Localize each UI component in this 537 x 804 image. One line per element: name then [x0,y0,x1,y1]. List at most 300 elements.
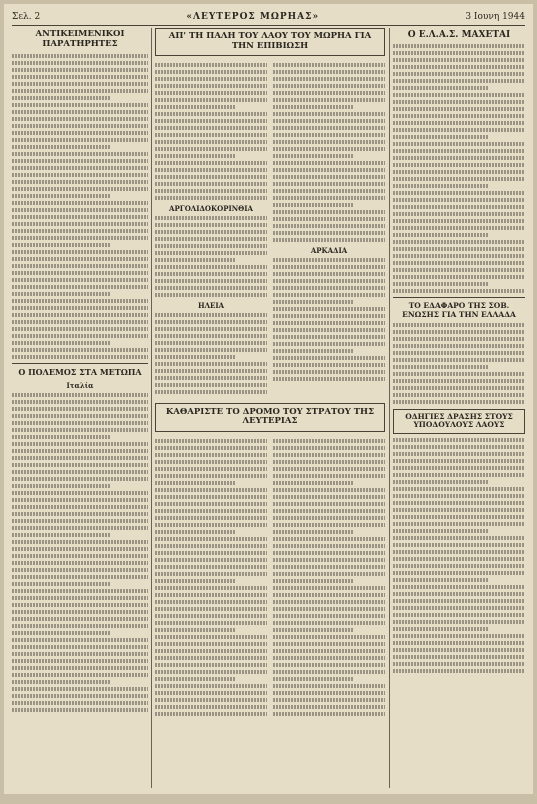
text-line [393,58,525,62]
text-line [155,91,267,95]
text-line [12,208,148,212]
text-line [155,168,267,172]
text-line [273,488,385,492]
text-line [273,656,385,660]
text-line [155,286,267,290]
text-line [155,119,267,123]
text-line [273,272,385,276]
text-line [12,250,148,254]
text-line [393,522,525,526]
text-line [393,445,525,449]
text-line [393,107,525,111]
text-line [273,377,385,381]
column-rule [389,28,390,788]
text-line [273,495,385,499]
text-line [12,271,148,275]
text-line [12,131,148,135]
text-line [273,621,385,625]
text-line [393,149,525,153]
text-line [273,286,385,290]
text-line [393,358,525,362]
text-line [12,540,148,544]
center-column [155,28,385,719]
text-line [273,363,385,367]
text-line [393,289,525,293]
text-line [393,662,525,666]
text-line [155,551,267,555]
subhead-argolidokorinthia: ΑΡΓΟΛΙΔΟΚΟΡΙΝΘΙΑ [169,203,253,213]
text-line [12,463,148,467]
text-line [393,247,525,251]
text-line [273,175,385,179]
text-line [155,663,267,667]
text-line [155,558,267,562]
text-line [12,355,148,359]
text-line [12,505,148,509]
text-line [12,575,148,579]
text-line [12,477,148,481]
text-line [12,456,148,460]
text-line [393,44,525,48]
text-line [273,446,385,450]
article-body-observers [12,54,148,359]
text-line [155,495,267,499]
text-line [393,51,525,55]
right-column [393,28,525,676]
text-line [273,300,354,304]
text-line [12,694,148,698]
text-line [393,205,525,209]
text-line [155,293,267,297]
text-line [155,196,267,200]
text-line [273,691,385,695]
article-body-part [273,258,385,381]
article-body-part [155,439,267,716]
text-line [393,156,525,160]
text-line [393,536,525,540]
text-line [273,572,385,576]
text-line [155,244,267,248]
text-line [393,550,525,554]
text-line [393,585,525,589]
article-title-action-instructions: ΟΔΗΓΙΕΣ ΔΡΑΣΗΣ ΣΤΟΥΣ ΥΠΟΔΟΥΛΟΥΣ ΛΑΟΥΣ [393,409,525,434]
text-line [155,383,267,387]
text-line [155,614,267,618]
text-line [273,161,385,165]
text-line [393,613,525,617]
text-line [12,264,148,268]
text-line [393,163,525,167]
text-line [155,154,236,158]
text-line [12,306,148,310]
text-line [393,529,488,533]
text-line [155,691,267,695]
text-line [393,72,525,76]
text-line [12,75,148,79]
text-line [12,652,148,656]
text-line [12,243,110,247]
subhead-arkadia: ΑΡΚΑΔΙΑ [310,245,348,255]
text-line [393,494,525,498]
text-line [12,348,148,352]
text-line [273,349,354,353]
text-line [155,355,236,359]
text-line [12,701,148,705]
text-line [155,279,267,283]
text-line [273,565,385,569]
text-line [12,526,148,530]
text-line [12,187,148,191]
text-line [393,571,525,575]
text-line [393,508,525,512]
text-line [12,82,148,86]
text-line [393,177,525,181]
text-line [155,586,267,590]
text-line [273,558,385,562]
text-line [12,257,148,261]
text-line [155,656,267,660]
text-line [12,285,148,289]
text-line [12,110,148,114]
text-line [155,698,267,702]
text-line [12,299,148,303]
text-line [12,680,110,684]
text-line [273,370,385,374]
text-line [393,627,488,631]
text-line [393,372,525,376]
text-line [393,386,525,390]
text-line [12,145,110,149]
text-line [273,105,354,109]
text-line [155,140,267,144]
text-line [155,175,267,179]
text-line [12,400,148,404]
text-line [155,502,267,506]
text-line [155,223,267,227]
text-line [393,438,525,442]
text-line [393,212,525,216]
text-line [155,313,267,317]
text-line [273,182,385,186]
text-line [273,84,385,88]
text-line [12,519,148,523]
text-line [273,481,354,485]
text-line [155,677,236,681]
text-line [155,320,267,324]
text-line [393,655,525,659]
text-line [273,698,385,702]
text-line [273,649,385,653]
text-line [273,70,385,74]
text-line [273,196,385,200]
text-line [12,166,148,170]
text-line [155,105,236,109]
text-line [273,328,385,332]
article-body-war-fronts [12,393,148,712]
text-line [155,334,267,338]
text-line [12,428,148,432]
text-line [155,600,267,604]
text-line [12,124,148,128]
text-line [393,226,525,230]
text-line [273,112,385,116]
text-line [155,126,267,130]
text-line [155,607,267,611]
text-line [155,230,267,234]
text-line [12,673,148,677]
text-line [393,100,525,104]
text-line [273,217,385,221]
text-line [273,516,385,520]
text-line [155,362,267,366]
text-line [393,501,525,505]
left-column [12,28,148,715]
text-line [155,112,267,116]
text-line [12,470,148,474]
text-line [393,323,525,327]
text-line [273,670,385,674]
text-line [12,341,110,345]
text-line [12,138,148,142]
text-line [393,337,525,341]
text-line [273,474,385,478]
text-line [273,551,385,555]
text-line [155,579,236,583]
text-line [12,103,148,107]
text-line [12,222,148,226]
text-line [273,314,385,318]
text-line [273,77,385,81]
text-line [155,84,267,88]
text-line [273,238,385,242]
text-line [155,628,236,632]
text-line [155,390,267,394]
article-title-war-fronts: Ο ΠΟΛΕΜΟΣ ΣΤΑ ΜΕΤΩΠΑ [18,366,142,377]
text-line [155,446,267,450]
text-line [12,334,148,338]
text-line [273,342,385,346]
text-line [12,173,148,177]
text-line [273,133,385,137]
text-line [155,516,267,520]
text-line [12,533,110,537]
text-line [12,498,148,502]
text-line [393,275,525,279]
text-line [393,400,525,404]
text-line [12,561,148,565]
text-line [393,184,488,188]
text-line [393,466,525,470]
text-line [393,142,525,146]
text-line [12,589,148,593]
text-line [273,154,354,158]
text-line [12,449,148,453]
column-rule [151,28,152,788]
text-line [155,369,267,373]
text-line [155,467,267,471]
article-body-part [273,63,385,242]
text-line [12,491,148,495]
text-line [155,537,267,541]
text-line [393,79,525,83]
text-line [393,669,525,673]
text-line [155,216,267,220]
text-line [273,593,385,597]
text-line [155,161,267,165]
text-line [12,236,148,240]
text-line [393,564,525,568]
text-line [273,321,385,325]
text-line [393,578,488,582]
text-line [393,330,525,334]
text-line [155,63,267,67]
text-line [393,135,488,139]
text-line [393,198,525,202]
text-line [155,182,267,186]
text-line [155,453,267,457]
text-line [12,152,148,156]
text-line [393,365,488,369]
text-line [155,705,267,709]
article-title-elas-fights: Ο Ε.Λ.Α.Σ. ΜΑΧΕΤΑΙ [407,30,511,40]
text-line [273,231,385,235]
text-line [155,327,267,331]
text-line [393,128,525,132]
text-line [273,203,354,207]
text-line [12,568,148,572]
text-line [155,77,267,81]
text-line [273,663,385,667]
text-line [393,641,525,645]
text-line [393,452,525,456]
text-line [393,480,488,484]
text-line [273,628,354,632]
text-line [393,191,525,195]
text-line [273,91,385,95]
text-line [393,393,525,397]
text-line [393,170,525,174]
article-body-instructions [393,438,525,673]
text-line [155,460,267,464]
text-line [273,579,354,583]
text-line [155,258,236,262]
text-line [12,414,148,418]
header-rule [12,25,525,26]
text-line [273,258,385,262]
text-line [393,261,525,265]
text-line [155,341,267,345]
article-title-observers: ΑΝΤΙΚΕΙΜΕΝΙΚΟΙ ΠΑΡΑΤΗΡΗΤΕΣ [35,29,125,49]
text-line [273,210,385,214]
text-line [273,119,385,123]
text-line [12,484,110,488]
article-body-part [273,439,385,716]
text-line [393,86,488,90]
text-line [393,65,525,69]
text-line [155,621,267,625]
text-line [155,481,236,485]
text-line [155,272,267,276]
text-line [273,537,385,541]
text-line [393,487,525,491]
text-line [12,708,148,712]
text-line [273,63,385,67]
text-line [393,543,525,547]
text-line [155,670,267,674]
text-line [12,659,148,663]
issue-date: 3 Ιουνη 1944 [465,12,525,22]
text-line [155,348,267,352]
article-title-people-struggle: ΑΠ' ΤΗ ΠΑΛΗ ΤΟΥ ΛΑΟΥ ΤΟΥ ΜΩΡΗΑ ΓΙΑ ΤΗΝ ΕΠΙΒΙΩΣΗ [155,28,385,56]
text-line [273,467,385,471]
text-line [273,265,385,269]
text-line [12,117,148,121]
text-line [273,460,385,464]
masthead: «ΛΕΥΤΕΡΟΣ ΜΩΡΗΑΣ» [186,12,320,22]
text-line [393,282,488,286]
text-line [273,705,385,709]
text-line [393,219,525,223]
text-line [273,335,385,339]
article-body-part [155,313,267,394]
text-line [155,712,267,716]
text-line [393,233,488,237]
text-line [155,251,267,255]
divider [393,297,525,298]
text-line [273,600,385,604]
text-line [155,376,267,380]
text-line [273,586,385,590]
page-header [12,10,525,24]
text-line [155,635,267,639]
text-line [12,638,148,642]
text-line [155,189,267,193]
text-line [393,93,525,97]
text-line [12,407,148,411]
text-line [12,180,148,184]
text-line [273,140,385,144]
text-line [12,687,148,691]
text-line [273,453,385,457]
newspaper-page [4,4,533,794]
text-line [273,712,385,716]
text-line [393,606,525,610]
text-line [12,596,148,600]
text-line [12,313,148,317]
text-line [155,523,267,527]
text-line [155,509,267,513]
text-line [393,114,525,118]
text-line [12,278,148,282]
text-line [12,582,110,586]
text-line [155,133,267,137]
text-line [273,147,385,151]
text-line [273,684,385,688]
text-line [155,544,267,548]
text-line [273,607,385,611]
text-line [12,442,148,446]
text-line [12,54,148,58]
text-line [273,356,385,360]
text-line [273,642,385,646]
text-line [155,530,236,534]
text-line [12,159,148,163]
text-line [273,509,385,513]
text-line [12,61,148,65]
text-line [393,648,525,652]
text-line [393,344,525,348]
text-line [273,279,385,283]
